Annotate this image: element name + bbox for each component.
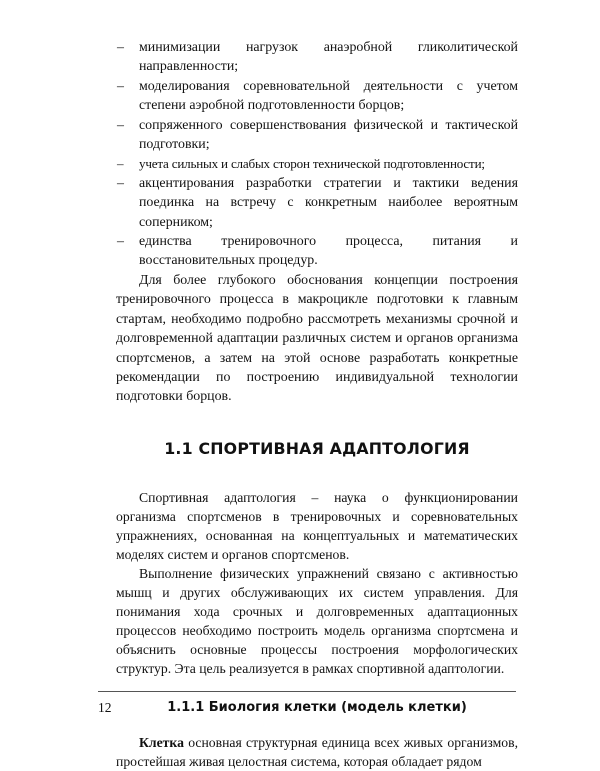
section-heading: 1.1 СПОРТИВНАЯ АДАПТОЛОГИЯ (164, 438, 470, 458)
footer-rule (98, 691, 516, 692)
intro-paragraph: Для более глубокого обоснования концепции построения тренировочного процесса в макроцикле подготовки к главным стартам, необходимо подробно рассмотреть механизмы срочной и долговременной адаптации различных систем и органов организма спортсменов, а затем на этой основе разработать конкретные рекомендации по построению индивидуальной технологии подготовки борцов. (116, 272, 518, 405)
term-cell: Клетка (139, 734, 184, 750)
list-item: – минимизации нагрузок анаэробной гликолитической направленности; (116, 38, 518, 77)
subsection-heading: 1.1.1 Биология клетки (модель клетки) (167, 699, 467, 715)
list-item: – единства тренировочного процесса, питания и восстановительных процедур. (116, 232, 518, 271)
list-item: – акцентирования разработки стратегии и тактики ведения поединка на встречу с конкретным наиболее вероятным соперником; (116, 174, 518, 232)
requirements-list (116, 38, 518, 271)
section-paragraph-exercise: Выполнение физических упражнений связано с активностью мышц и других обслуживающих их систем управления. Для понимания хода срочных и долговременных адаптационных процессов необходимо построить модель организма спортсмена и объяснить основные процессы построения морфологических структур. Эта цель реализуется в рамках спортивной адаптологии. (116, 565, 518, 676)
list-item: – сопряженного совершенствования физической и тактической подготовки; (116, 116, 518, 155)
page-content (116, 38, 518, 771)
section-paragraph-definition: Спортивная адаптология – наука о функционировании организма спортсменов в тренировочных и соревновательных упражнениях, основанная на концептуальных и математических моделях систем и органов спортсменов. (116, 489, 518, 562)
list-item: – моделирования соревновательной деятельности с учетом степени аэробной подготовленности борцов; (116, 77, 518, 116)
subsection-paragraph (116, 733, 518, 771)
page-number: 12 (98, 700, 112, 715)
list-item: – учета сильных и слабых сторон технической подготовленности; (116, 154, 518, 173)
term-definition: основная структурная единица всех живых организмов, простейшая живая целостная система, которая обладает рядом (116, 734, 518, 769)
